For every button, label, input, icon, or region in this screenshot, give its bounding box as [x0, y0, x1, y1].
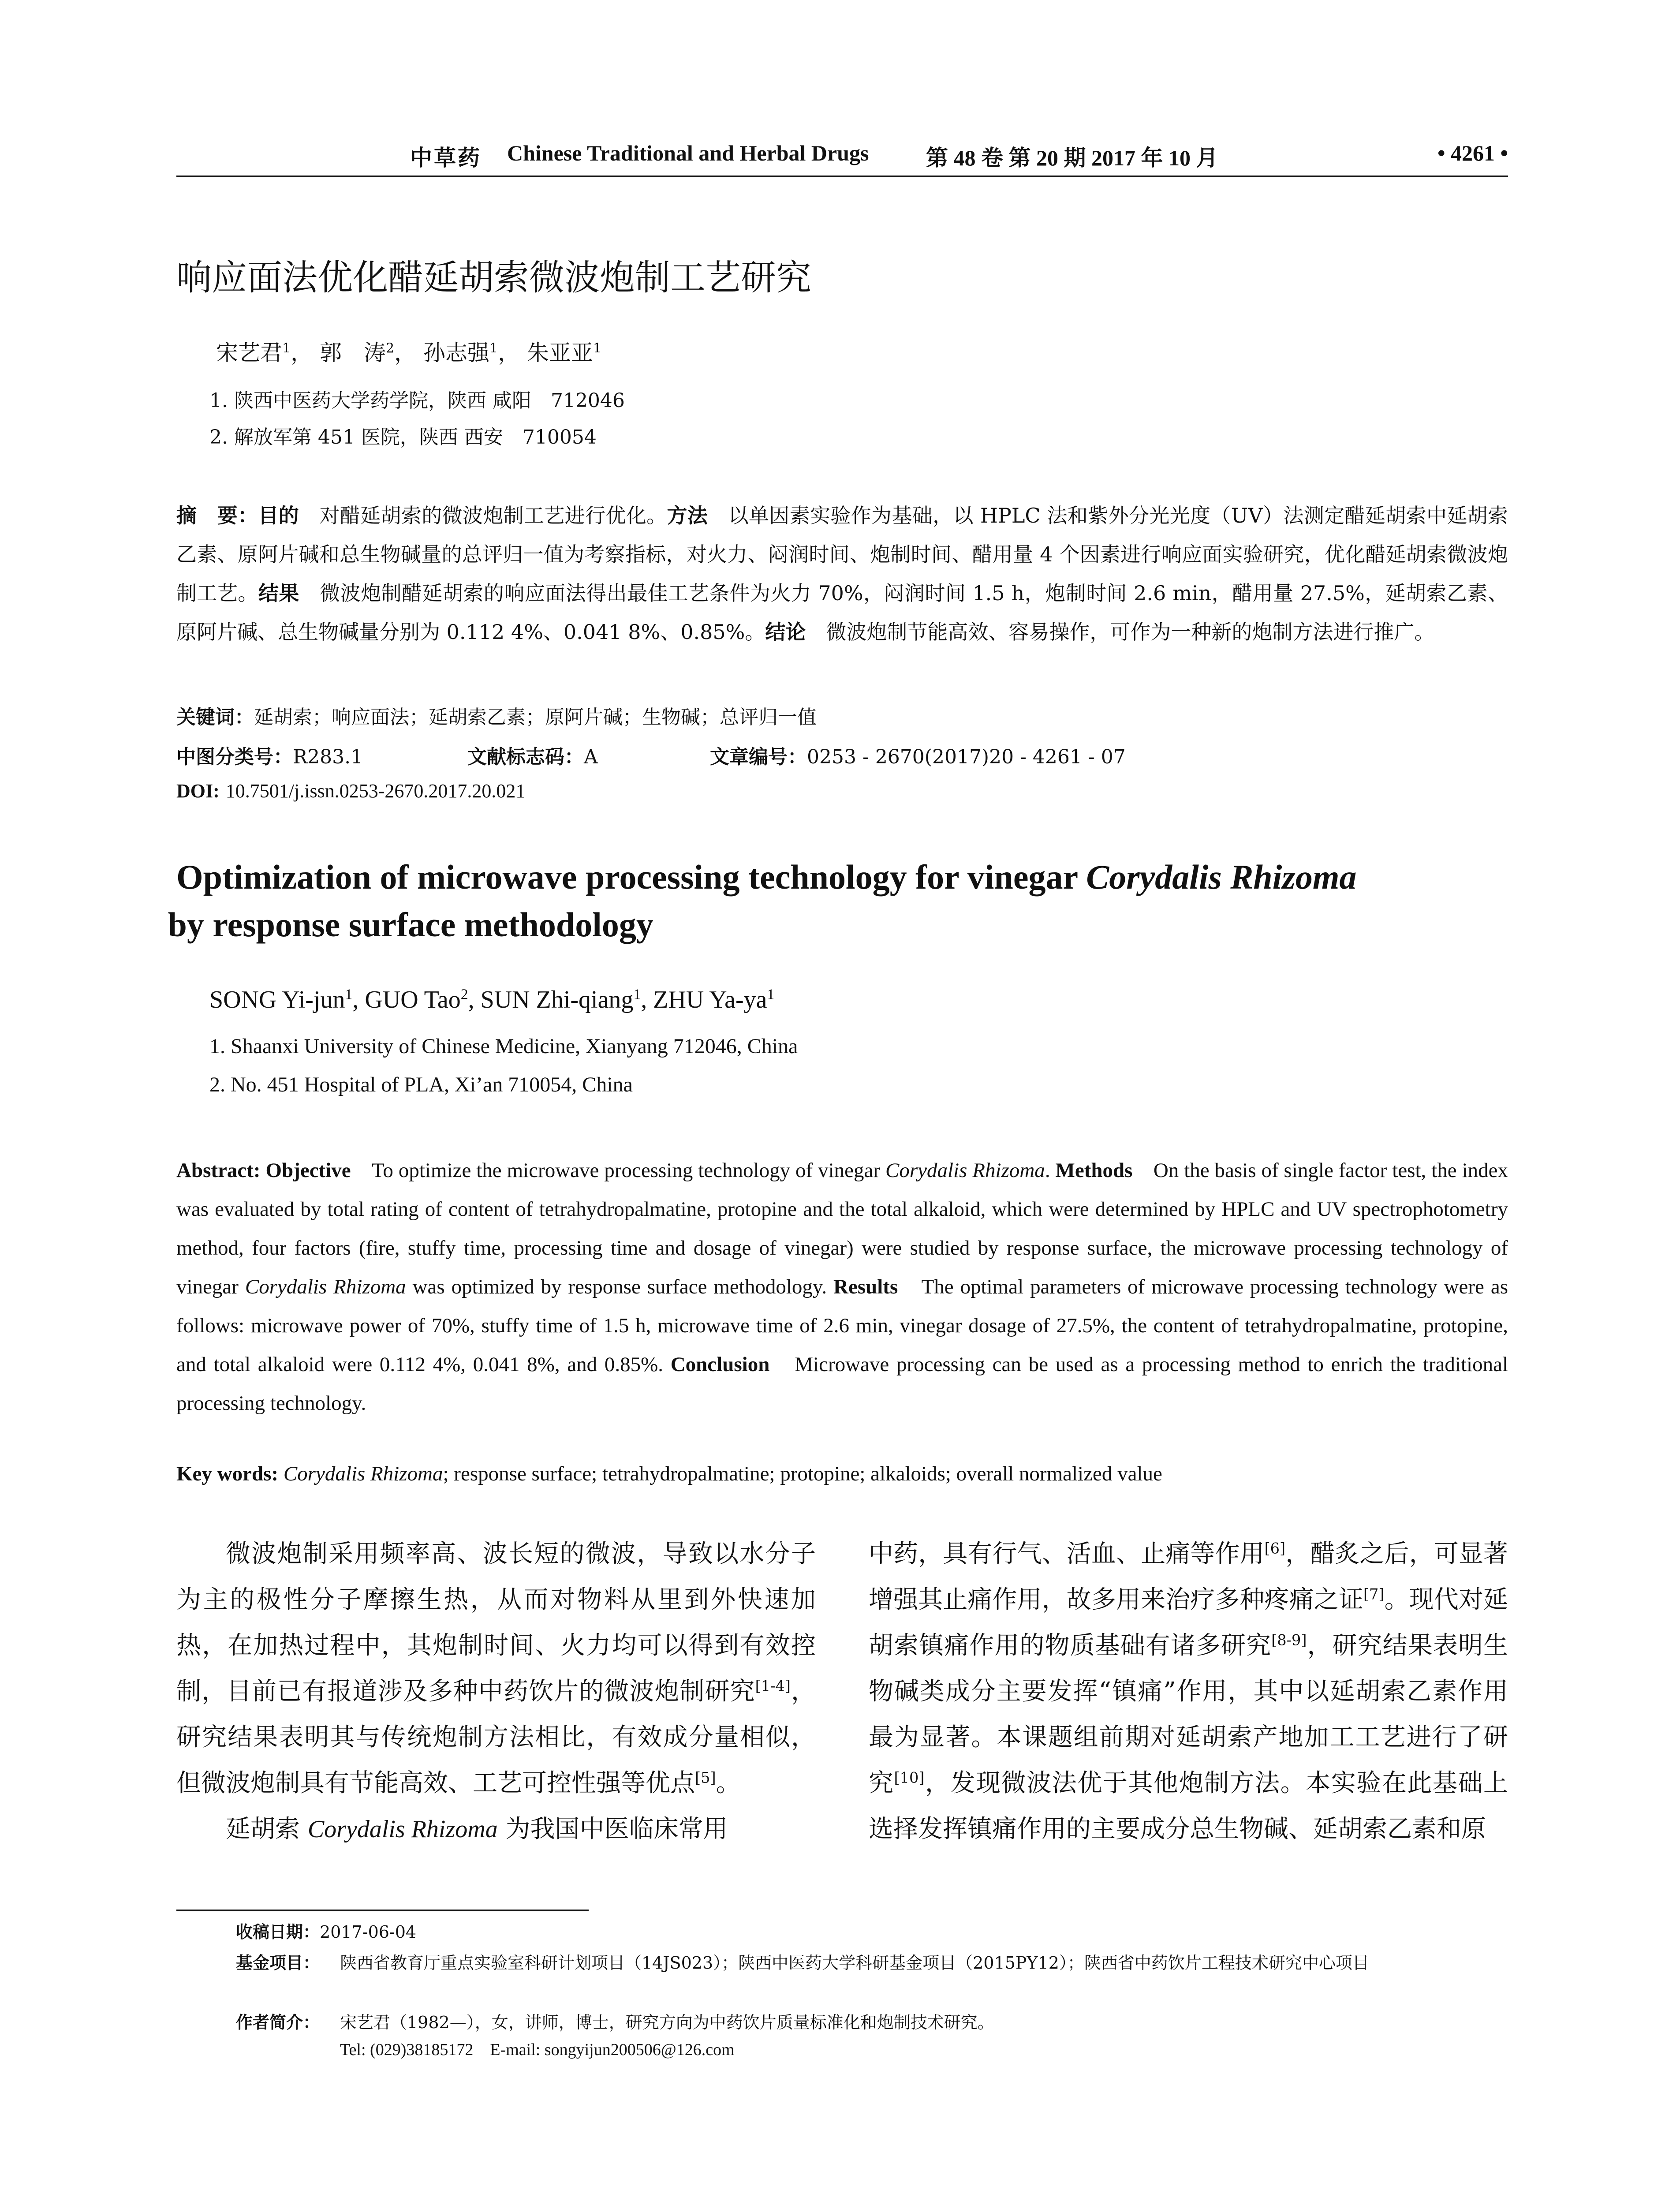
header-rule	[176, 176, 1508, 177]
keywords-en: Key words: Corydalis Rhizoma; response surface; tetrahydropalmatine; protopine; alkaloids; overall normalized value	[176, 1462, 1162, 1485]
doi	[176, 780, 525, 802]
affiliation-cn: 1. 陕西中医药大学药学院，陕西 咸阳 712046	[209, 389, 625, 412]
author-affil-mark: 2	[386, 340, 395, 356]
affiliation-cn: 2. 解放军第 451 医院，陕西 西安 710054	[209, 426, 597, 448]
footnote-funding: 基金项目： 陕西省教育厅重点实验室科研计划项目（14JS023）；陕西中医药大学科研基金项目（2015PY12）；陕西省中药饮片工程技术研究中心项目	[236, 1953, 1369, 1973]
keywords-label: Key words:	[176, 1462, 284, 1485]
methods-label: Methods	[1055, 1159, 1133, 1182]
citation-ref: [7]	[1363, 1585, 1385, 1603]
title-cn: 响应面法优化醋延胡索微波炮制工艺研究	[176, 257, 811, 298]
author-affil-mark: 1	[593, 340, 602, 356]
author-affil-mark: 1	[633, 986, 641, 1003]
keywords-cn	[176, 701, 817, 729]
doi-value: 10.7501/j.issn.0253-2670.2017.20.021	[225, 780, 526, 802]
citation-ref: [8-9]	[1271, 1631, 1307, 1649]
article-number: 文章编号：0253 - 2670(2017)20 - 4261 - 07	[710, 746, 1126, 768]
journal-name-cn: 中草药	[410, 145, 482, 171]
abstract-en: Abstract: Objective To optimize the microwave processing technology of vinegar Corydalis Rhizoma. Methods On the basis of single factor test, the index was evaluated by total rating of content of tetrahydropalmatine, protopine and the total alkaloid, which were determined by HPLC and UV spectrophotometry method, four factors (fire, stuffy time, processing time and dosage of vinegar) were studied by response surface, the microwave processing technology of vinegar Corydalis Rhizoma was optimized by response surface methodology. Results The optimal parameters of microwave processing technology were as follows: microwave power of 70%, stuffy time of 1.5 h, microwave time of 2.6 min, vinegar dosage of 27.5%, the content of tetrahydropalmatine, protopine, and total alkaloid were 0.112 4%, 0.041 8%, and 0.85%. Conclusion Microwave processing can be used as a processing method to enrich the traditional processing technology.	[176, 1159, 1508, 1415]
author-affil-mark: 2	[460, 986, 468, 1003]
title-en: Optimization of microwave processing technology for vinegar Corydalis Rhizoma by response surface methodology	[168, 858, 1357, 944]
page-number: • 4261 •	[1437, 141, 1508, 165]
author-affil-mark: 1	[489, 340, 498, 356]
author-name: 郭 涛	[320, 340, 386, 366]
conclusion-text: 微波炮制节能高效、容易操作，可作为一种新的炮制方法进行推广。	[806, 620, 1435, 644]
footnote-rule	[176, 1910, 589, 1911]
methods-text: 以单因素实验作为基础，以 HPLC 法和紫外分光光度（UV）法测定醋延胡索中延胡索乙素、原阿片碱和总生物碱量的总评归一值为考察指标，对火力、闷润时间、炮制时间、醋用量 4 个因素进行响应面实验研究，优化醋延胡索微波炮制工艺。	[176, 504, 1508, 605]
author-name: 朱亚亚	[527, 340, 593, 366]
footnote-received: 收稿日期：2017-06-04	[236, 1922, 417, 1942]
citation-ref: [10]	[894, 1769, 925, 1786]
author-name: ZHU Ya-ya	[653, 986, 767, 1013]
results-text: 微波炮制醋延胡索的响应面法得出最佳工艺条件为火力 70%，闷润时间 1.5 h，炮制时间 2.6 min，醋用量 27.5%，延胡索乙素、原阿片碱、总生物碱量分别为 0.112 4%、0.041 8%、0.85%。	[176, 581, 1508, 644]
author-name: 孙志强	[423, 340, 489, 366]
objective-label: Objective	[265, 1159, 351, 1182]
author-name: GUO Tao	[365, 986, 461, 1013]
footnote-author: 作者简介： 宋艺君（1982—），女，讲师，博士，研究方向为中药饮片质量标准化和炮制技术研究。 Tel: (029)38185172 E-mail: songyijun200506@126.com	[236, 2009, 1506, 2063]
citation-ref: [5]	[695, 1769, 716, 1786]
doi-label: DOI:	[176, 780, 220, 802]
body-column-right	[869, 1531, 1508, 1852]
body-paragraph: 中药，具有行气、活血、止痛等作用[6]，醋炙之后，可显著增强其止痛作用，故多用来治疗多种疼痛之证[7]。现代对延胡索镇痛作用的物质基础有诸多研究[8-9]，研究结果表明生物碱类成分主要发挥“镇痛”作用，其中以延胡索乙素作用最为显著。本课题组前期对延胡索产地加工工艺进行了研究[10]，发现微波法优于其他炮制方法。本实验在此基础上选择发挥镇痛作用的主要成分总生物碱、延胡索乙素和原	[869, 1540, 1508, 1843]
title-species-italic: Corydalis Rhizoma	[1086, 858, 1357, 896]
body-column-left	[176, 1531, 816, 1852]
keywords-text: 延胡索；响应面法；延胡索乙素；原阿片碱；生物碱；总评归一值	[254, 706, 817, 729]
clc-code: 中图分类号：R283.1	[176, 746, 363, 768]
affiliation-en: 2. No. 451 Hospital of PLA, Xi’an 710054, China	[209, 1073, 633, 1096]
results-label: Results	[833, 1275, 898, 1298]
author-name: 宋艺君	[216, 340, 282, 366]
running-header	[176, 140, 1508, 176]
issue-info: 第 48 卷 第 20 期 2017 年 10 月	[926, 146, 1218, 170]
body-paragraph: 延胡索 Corydalis Rhizoma 为我国中医临床常用	[226, 1815, 728, 1843]
author-affil-mark: 1	[282, 340, 291, 356]
methods-label: 方法	[667, 504, 708, 527]
journal-name-en: Chinese Traditional and Herbal Drugs	[507, 141, 869, 165]
authors-cn: 宋艺君$^1$， 郭 涛$^2$， 孙志强$^1$， 朱亚亚$^1$	[216, 340, 602, 366]
results-label: 结果	[258, 581, 299, 605]
body-paragraph: 微波炮制采用频率高、波长短的微波，导致以水分子为主的极性分子摩擦生热，从而对物料从里到外快速加热，在加热过程中，其炮制时间、火力均可以得到有效控制，目前已有报道涉及多种中药饮片的微波炮制研究[1-4]，研究结果表明其与传统炮制方法相比，有效成分量相似，但微波炮制具有节能高效、工艺可控性强等优点[5]。	[176, 1540, 816, 1798]
classification-line	[176, 741, 1499, 767]
conclusion-label: Conclusion	[670, 1353, 770, 1376]
citation-ref: [1-4]	[755, 1677, 791, 1695]
objective-label: 目的	[258, 504, 299, 527]
affiliation-en: 1. Shaanxi University of Chinese Medicine, Xianyang 712046, China	[209, 1035, 798, 1058]
author-contact: Tel: (029)38185172 E-mail: songyijun200506@126.com	[340, 2041, 735, 2059]
author-name: SUN Zhi-qiang	[480, 986, 634, 1013]
document-code: 文献标志码：A	[467, 746, 598, 768]
citation-ref: [6]	[1264, 1540, 1286, 1557]
abstract-label: 摘 要：	[176, 504, 258, 527]
keywords-label: 关键词：	[176, 706, 254, 729]
author-affil-mark: 1	[345, 986, 353, 1003]
abstract-label: Abstract:	[176, 1159, 266, 1182]
conclusion-label: 结论	[765, 620, 806, 644]
authors-en: SONG Yi-jun$^1$, GUO Tao$^2$, SUN Zhi-qiang$^1$, ZHU $Ya-ya^1$	[209, 986, 775, 1013]
abstract-cn	[176, 496, 1508, 651]
author-name: SONG Yi-jun	[209, 986, 345, 1013]
author-affil-mark: 1	[767, 986, 775, 1003]
objective-text: 对醋延胡索的微波炮制工艺进行优化。	[299, 504, 667, 527]
